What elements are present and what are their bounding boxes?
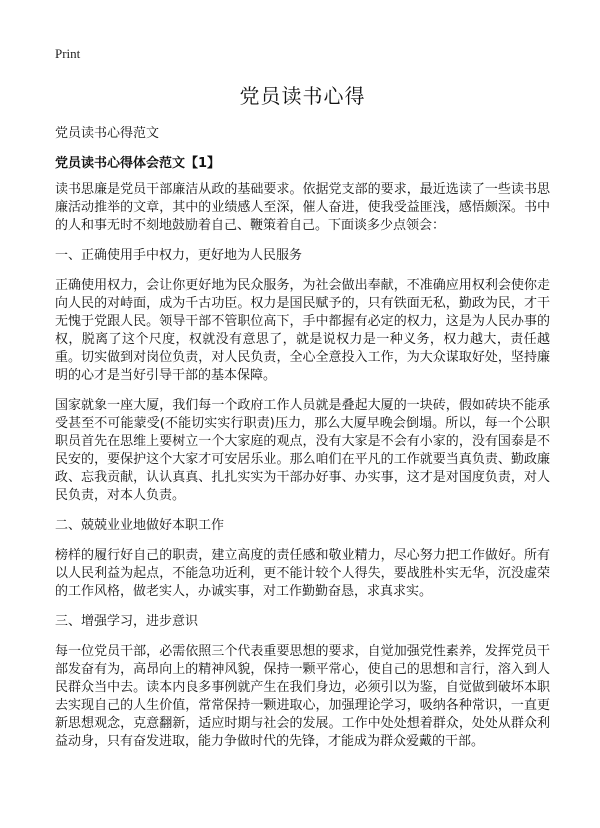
paragraph-study: 每一位党员干部，必需依照三个代表重要思想的要求，自觉加强党性素养，发挥党员干部发奋有为，高昂向上的精神风貌，保持一颗平常心，使自己的思想和言行，溶入到人民群众当中去。读本内良多事例就产生在我们身边，必须引以为鉴，自觉做到破坏本职去实现自己的人生价值，常常保持一颗进取心，加强理论学习，吸纳各种常识，一直更新思想观念，克意翻新，适应时期与社会的发展。工作中处处想着群众，处处从群众利益动身，只有奋发进取，能力争做时代的先锋，才能成为群众爱戴的干部。 [55, 644, 550, 749]
document-subtitle: 党员读书心得范文 [55, 126, 160, 141]
subheading-study: 三、增强学习，进步意识 [55, 614, 199, 629]
section-heading: 党员读书心得体会范文【1】 [55, 156, 221, 171]
print-link[interactable]: Print [55, 46, 81, 61]
article-body [55, 181, 550, 763]
paragraph-power: 正确使用权力，会让你更好地为民众服务，为社会做出奉献，不准确应用权利会使你走向人民的对峙面，成为千古功臣。权力是国民赋予的，只有铁面无私，勤政为民，才干无愧于党跟人民。领导干部不管职位高下，手中都握有必定的权力，这是为人民办事的权，脱离了这个尺度，权就没有意思了，就是说权力是一种义务，权力越大，责任越重。切实做到对岗位负责，对人民负责，全心全意投入工作，为大众谋取好处，坚持廉明的心才是当好引导干部的基本保障。 [55, 278, 550, 383]
paragraph-building: 国家就象一座大厦，我们每一个政府工作人员就是叠起大厦的一块砖，假如砖块不能承受甚至不可能蒙受(不能切实实行职责)压力，那么大厦早晚会倒塌。所以，每一个公职职员首先在思维上要树立一个大家庭的观点，没有大家是不会有小家的，没有国泰是不民安的，要保护这个大家才可安居乐业。那么咱们在平凡的工作就要当真负责、勤政廉政、忘我贡献，认认真真、扎扎实实为干部办好事、办实事，这才是对国度负责，对人民负责，对本人负责。 [55, 398, 550, 503]
subheading-duty: 二、兢兢业业地做好本职工作 [55, 518, 225, 533]
subheading-power: 一、正确使用手中权力，更好地为人民服务 [55, 248, 303, 263]
intro-paragraph: 读书思廉是党员干部廉洁从政的基础要求。依据党支部的要求，最近选读了一些读书思廉活动推举的文章，其中的业绩感人至深，催人奋进，使我受益匪浅，感悟颇深。书中的人和事无时不刻地鼓励着自己、鞭策着自己。下面谈多少点领会： [55, 182, 550, 233]
page-title: 党员读书心得 [239, 84, 366, 108]
paragraph-duty: 榜样的履行好自己的职责，建立高度的责任感和敬业精力，尽心努力把工作做好。所有以人民利益为起点，不能急功近利，更不能计较个人得失，要战胜朴实无华，沉没虚荣的工作风格，做老实人，办诚实事，对工作勤勤奋恳，求真求实。 [55, 548, 550, 599]
